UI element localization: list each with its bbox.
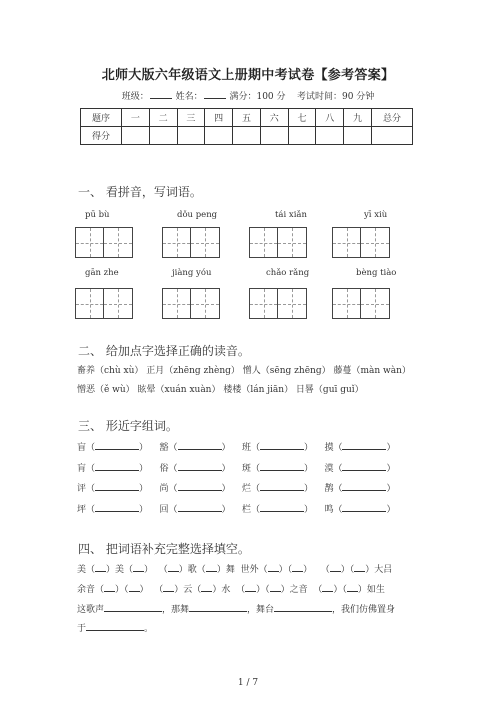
pinyin: pū bù [85,210,110,220]
answer-blank[interactable] [354,562,365,572]
answer-blank[interactable] [245,582,256,592]
class-blank [150,90,172,99]
answer-blank[interactable] [347,582,358,592]
answer-blank[interactable] [86,621,144,631]
text: ）大吕 [365,565,393,575]
answer-blank[interactable] [95,440,139,450]
word-row: 盲（ ） 豁（ ） 班（ ） 摸（ ） [77,440,396,453]
writing-grid[interactable] [162,288,220,319]
text: ）（ [340,565,355,575]
answer-blank[interactable] [104,602,162,612]
text: ，我们仿佛置身 [332,605,396,615]
score-header-cell: 总分 [372,109,413,127]
writing-grid[interactable] [249,288,307,319]
class-label: 班级： [121,92,149,102]
answer-blank[interactable] [274,602,332,612]
reading-choice-line: 憎恶（ě wù） 眩晕（xuán xuàn） 楼楼（lán jiān） 日晷（guī guǐ） [77,385,364,395]
idiom-line [77,582,385,595]
exam-time: 考试时间：90 分钟 [296,92,375,102]
score-header-cell: 六 [260,109,288,127]
char: 栏 [241,505,251,515]
text: ） [303,565,313,575]
score-cell[interactable] [260,127,288,145]
score-cell[interactable] [205,127,233,145]
answer-blank[interactable] [163,582,174,592]
text: ，舞台 [247,605,275,615]
char: 豁 [159,443,169,453]
score-header-cell: 五 [233,109,261,127]
answer-blank[interactable] [270,582,281,592]
answer-blank[interactable] [178,502,222,512]
section-3-title: 三、 形近字组词。 [78,419,178,433]
idiom-line [77,562,392,575]
section-2-title: 二、 给加点字选择正确的读音。 [78,344,250,358]
text: ）云（ [174,585,202,595]
pinyin: gān zhe [85,268,119,278]
score-header-cell: 九 [344,109,372,127]
score-cell[interactable] [177,127,205,145]
char: 鹊 [324,484,334,494]
answer-blank[interactable] [95,562,106,572]
answer-blank[interactable] [129,582,140,592]
text: 。 [144,624,154,634]
answer-blank[interactable] [201,582,212,592]
answer-blank[interactable] [104,582,115,592]
answer-blank[interactable] [178,440,222,450]
writing-grid[interactable] [249,227,307,258]
text: （ [236,585,246,595]
score-header-cell: 八 [316,109,344,127]
answer-blank[interactable] [260,481,304,491]
full-score: 满分：100 分 [229,92,286,102]
pinyin: dǒu peng [177,210,218,220]
text: ）歌（ [178,565,206,575]
answer-blank[interactable] [206,562,217,572]
text: ） [139,585,149,595]
answer-blank[interactable] [342,481,386,491]
pinyin: tái xiǎn [275,210,307,220]
text: ，那舞 [162,605,190,615]
answer-blank[interactable] [342,502,386,512]
fill-line [77,621,153,634]
text: ）（ [333,585,347,595]
page-number: 1 / 7 [237,678,259,688]
score-cell[interactable] [344,127,372,145]
section-4-title: 四、 把词语补充完整选择填空。 [78,542,250,556]
text: ）（ [256,585,270,595]
answer-blank[interactable] [168,562,179,572]
text: ）美（ [106,565,134,575]
char: 俗 [159,464,169,474]
score-cell[interactable] [316,127,344,145]
answer-blank[interactable] [95,481,139,491]
fill-line [77,602,395,615]
score-header-cell: 二 [149,109,177,127]
text: ）（ [278,565,293,575]
score-header-cell: 四 [205,109,233,127]
text: （ [313,585,323,595]
word-row: 肓（ ） 俗（ ） 斑（ ） 漠（ ） [77,461,396,474]
answer-blank[interactable] [95,461,139,471]
score-row [81,127,413,145]
text: ） [144,565,154,575]
char: 盲 [77,443,87,453]
answer-blank[interactable] [342,461,386,471]
word-row: 坪（ ） 回（ ） 栏（ ） 鸣（ ） [77,502,396,515]
char: 回 [159,505,169,515]
text: 于 [77,624,87,634]
answer-blank[interactable] [342,440,386,450]
answer-blank[interactable] [178,481,222,491]
exam-info [0,89,496,102]
char: 班 [241,443,251,453]
answer-blank[interactable] [292,562,303,572]
answer-blank[interactable] [268,562,279,572]
score-cell[interactable] [149,127,177,145]
name-label: 姓名： [175,92,203,102]
answer-blank[interactable] [322,582,333,592]
char: 坪 [77,505,87,515]
answer-blank[interactable] [260,502,304,512]
text: 世外（ [240,565,268,575]
char: 漠 [324,464,334,474]
score-cell[interactable] [233,127,261,145]
answer-blank[interactable] [95,502,139,512]
pinyin: chǎo rǎng [266,268,310,278]
char: 尚 [159,484,169,494]
writing-grid[interactable] [332,288,390,319]
score-row-label: 得分 [81,127,122,145]
exam-title: 北师大版六年级语文上册期中考试卷【参考答案】 [101,68,395,83]
score-table [80,108,413,145]
answer-blank[interactable] [330,562,341,572]
text: ）舞 [216,565,235,575]
score-header-cell: 三 [177,109,205,127]
text: ）水 [212,585,231,595]
reading-choice-line: 畜养（chù xù） 正月（zhēng zhèng） 憎人（sēng zhēng） 藤蔓（màn wàn） [77,366,411,376]
writing-grid[interactable] [75,288,133,319]
text: （ [154,585,164,595]
char: 摸 [324,443,334,453]
name-blank [204,90,226,99]
text: ）（ [115,585,129,595]
text: （ [320,565,330,575]
char: 评 [77,484,87,494]
writing-grid[interactable] [75,227,133,258]
word-row: 评（ ） 尚（ ） 烂（ ） 鹊（ ） [77,481,396,494]
section-1-title: 一、 看拼音，写词语。 [78,185,202,199]
writing-grid[interactable] [332,227,390,258]
text: ）如生 [357,585,385,595]
score-header-cell: 题序 [81,109,122,127]
answer-blank[interactable] [189,602,247,612]
score-header-row [81,109,413,127]
char: 斑 [241,464,251,474]
pinyin: jiàng yóu [172,268,212,278]
answer-blank[interactable] [178,461,222,471]
score-cell[interactable] [122,127,150,145]
text: 美（ [77,565,96,575]
text: （ [158,565,168,575]
answer-blank[interactable] [260,440,304,450]
answer-blank[interactable] [260,461,304,471]
writing-grid[interactable] [162,227,220,258]
char: 烂 [241,484,251,494]
score-header-cell: 一 [122,109,150,127]
score-cell[interactable] [372,127,413,145]
char: 肓 [77,464,87,474]
text: 余音（ [77,585,105,595]
score-header-cell: 七 [288,109,316,127]
text: ）之音 [280,585,308,595]
answer-blank[interactable] [133,562,144,572]
char: 鸣 [324,505,334,515]
score-cell[interactable] [288,127,316,145]
pinyin: bèng tiào [356,268,397,278]
pinyin: yī xiù [364,210,388,220]
text: 这歌声 [77,605,105,615]
